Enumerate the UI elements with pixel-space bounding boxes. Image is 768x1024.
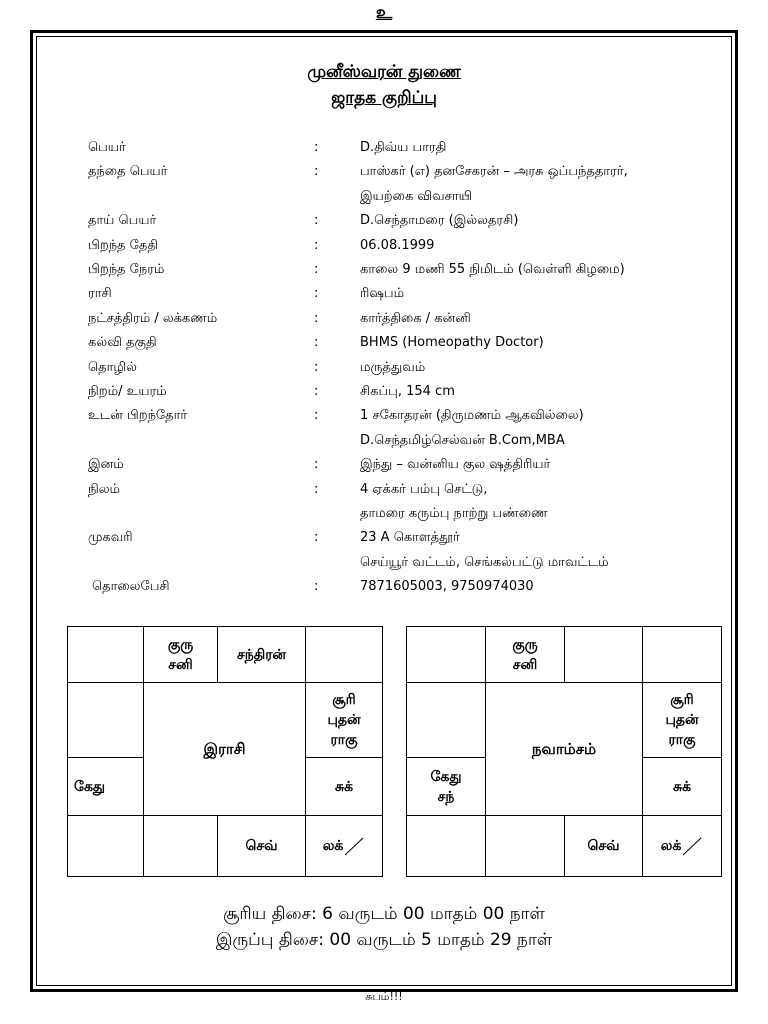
subtitle: ஜாதக குறிப்பு (331, 88, 437, 108)
detail-row (0, 482, 768, 504)
detail-value: 4 ஏக்கர் பம்பு செட்டு, (360, 481, 488, 497)
detail-colon: : (314, 408, 319, 424)
detail-colon: : (314, 310, 319, 326)
detail-label: கல்வி தகுதி (88, 335, 157, 351)
detail-colon: : (314, 457, 319, 473)
detail-row (0, 384, 768, 406)
detail-colon: : (314, 335, 319, 351)
detail-label: தாய் பெயர் (88, 213, 157, 229)
detail-row (0, 408, 768, 430)
detail-value: D.செந்தாமரை (இல்லதரசி) (360, 213, 519, 229)
detail-label: பிறந்த தேதி (88, 237, 158, 253)
navamsa-house-6 (643, 816, 722, 877)
detail-colon: : (314, 286, 319, 302)
navamsa-house-3 (643, 627, 722, 683)
rasi-house-6 (306, 816, 383, 877)
detail-colon: : (314, 213, 319, 229)
detail-label: தந்தை பெயர் (88, 164, 168, 180)
detail-value: செய்யூர் வட்டம், செங்கல்பட்டு மாவட்டம் (360, 554, 609, 570)
detail-row (0, 164, 768, 186)
lagna-slash-icon (343, 836, 365, 856)
detail-colon: : (314, 530, 319, 546)
detail-colon: : (314, 140, 319, 155)
detail-value: தாமரை கரும்பு நாற்று பண்ணை (360, 506, 548, 521)
rasi-house-8 (144, 816, 218, 877)
detail-row (0, 262, 768, 284)
rasi-center-label: இராசி (144, 683, 306, 816)
detail-colon: : (314, 359, 319, 375)
lagna-label: லக் (660, 838, 682, 854)
lagna-label: லக் (322, 838, 344, 854)
rasi-house-10: கேது (68, 758, 144, 816)
detail-row (0, 360, 768, 382)
rasi-house-12 (68, 627, 144, 683)
detail-value: BHMS (Homeopathy Doctor) (360, 335, 544, 351)
rasi-chart (67, 626, 383, 877)
detail-row (0, 311, 768, 333)
rasi-house-2: சந்திரன் (218, 627, 306, 683)
balance-dasa: இருப்பு திசை: 00 வருடம் 5 மாதம் 29 நாள் (215, 930, 553, 950)
detail-value: இயற்கை விவசாயி (360, 188, 472, 204)
detail-row (0, 506, 768, 528)
detail-row (0, 335, 768, 357)
rasi-house-3 (306, 627, 383, 683)
surya-dasa: சூரிய திசை: 6 வருடம் 00 மாதம் 00 நாள் (223, 904, 545, 924)
rasi-house-9 (68, 816, 144, 877)
detail-colon: : (314, 262, 319, 277)
detail-label: ராசி (88, 286, 112, 302)
detail-label: உடன் பிறந்தோர் (88, 408, 188, 424)
navamsa-house-10: கேது சந் (407, 758, 486, 816)
navamsa-center-label: நவாம்சம் (486, 683, 643, 816)
rasi-house-5: சுக் (306, 758, 383, 816)
closing-mark: சுபம்!!! (365, 990, 403, 1003)
detail-row (0, 189, 768, 211)
navamsa-house-8 (486, 816, 565, 877)
detail-value: 23 A கொளத்தூர் (360, 530, 460, 546)
title: முனீஸ்வரன் துணை (307, 62, 461, 82)
detail-label: தொலைபேசி (92, 579, 170, 595)
detail-label: முகவரி (88, 530, 133, 546)
navamsa-house-2 (565, 627, 643, 683)
detail-row (0, 140, 768, 162)
detail-value: 1 சகோதரன் (திருமணம் ஆகவில்லை) (360, 408, 584, 424)
detail-label: நிலம் (88, 481, 121, 497)
detail-value: இந்து – வன்னிய குல ஷத்திரியர் (360, 457, 551, 473)
navamsa-house-12 (407, 627, 486, 683)
navamsa-house-11 (407, 683, 486, 758)
detail-label: நட்சத்திரம் / லக்கணம் (88, 310, 218, 326)
detail-row (0, 457, 768, 479)
detail-row (0, 530, 768, 552)
navamsa-house-1: குரு சனி (486, 627, 565, 683)
detail-value: 06.08.1999 (360, 237, 435, 253)
navamsa-house-7: செவ் (565, 816, 643, 877)
detail-value: காலை 9 மணி 55 நிமிடம் (வெள்ளி கிழமை) (360, 262, 625, 277)
detail-colon: : (314, 384, 319, 399)
detail-label: பெயர் (88, 140, 126, 155)
detail-row (0, 579, 768, 601)
detail-value: D.திவ்ய பாரதி (360, 140, 447, 155)
rasi-house-1: குரு சனி (144, 627, 218, 683)
detail-colon: : (314, 237, 319, 253)
rasi-house-7: செவ் (218, 816, 306, 877)
detail-label: இனம் (88, 457, 124, 473)
detail-value: 7871605003, 9750974030 (360, 579, 534, 595)
navamsa-house-4: சூரி புதன் ராகு (643, 683, 722, 758)
detail-label: பிறந்த நேரம் (88, 262, 165, 277)
navamsa-house-5: சுக் (643, 758, 722, 816)
lagna-slash-icon (681, 836, 703, 856)
detail-row (0, 238, 768, 260)
detail-row (0, 213, 768, 235)
detail-row (0, 286, 768, 308)
detail-value: D.செந்தமிழ்செல்வன் B.Com,MBA (360, 432, 565, 448)
detail-colon: : (314, 164, 319, 180)
rasi-house-11 (68, 683, 144, 758)
rasi-house-4: சூரி புதன் ராகு (306, 683, 383, 758)
detail-label: தொழில் (88, 359, 137, 375)
detail-value: சிகப்பு, 154 cm (360, 384, 455, 399)
top-mark: உ (375, 2, 393, 23)
detail-row (0, 555, 768, 577)
detail-value: பாஸ்கர் (எ) தனசேகரன் – அரசு ஒப்பந்ததாரர், (360, 164, 628, 180)
navamsa-house-9 (407, 816, 486, 877)
detail-value: கார்த்திகை / கன்னி (360, 310, 471, 326)
detail-colon: : (314, 481, 319, 497)
detail-value: மருத்துவம் (360, 359, 426, 375)
detail-value: ரிஷபம் (360, 286, 405, 302)
detail-row (0, 433, 768, 455)
detail-colon: : (314, 579, 319, 595)
detail-label: நிறம்/ உயரம் (88, 384, 167, 399)
navamsa-chart (406, 626, 722, 877)
